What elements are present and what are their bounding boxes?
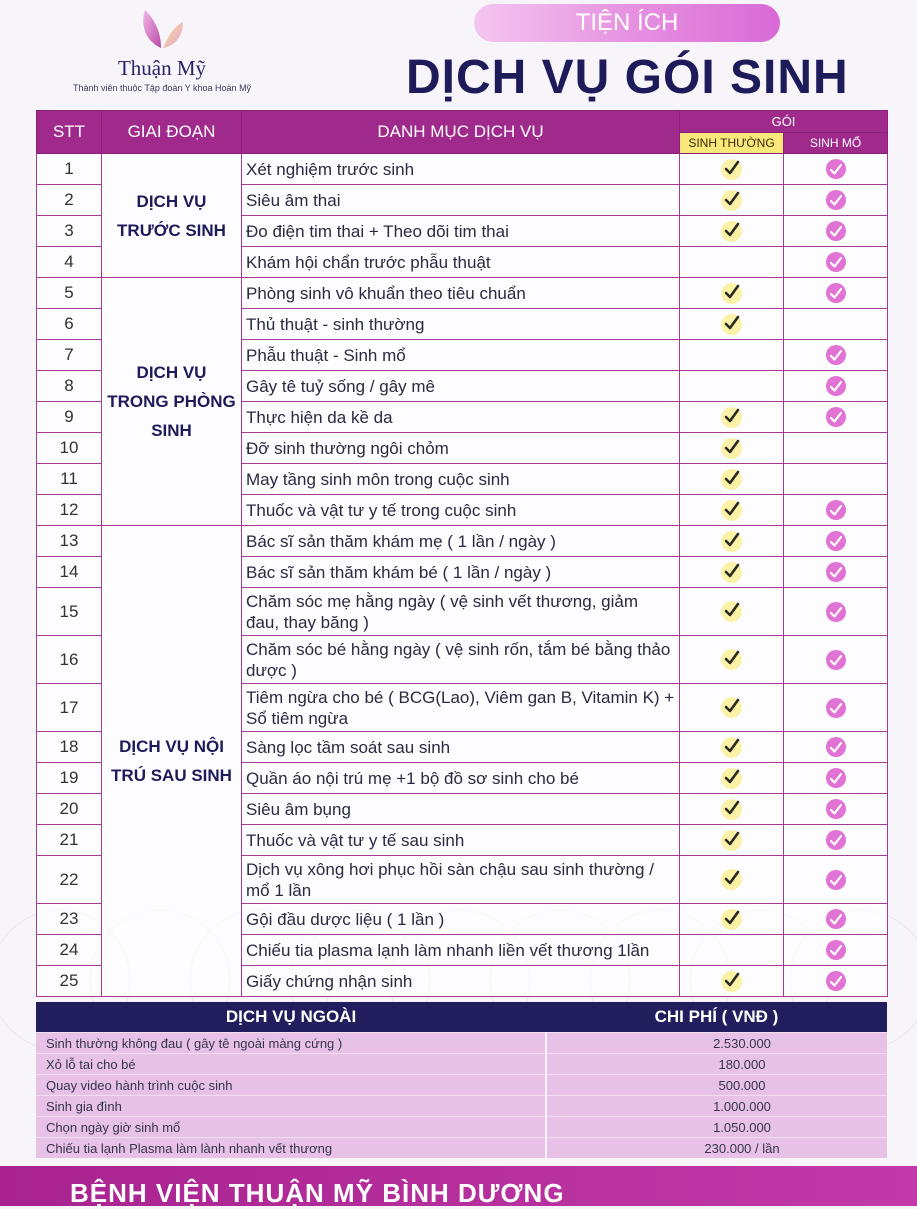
normal-birth-cell — [680, 794, 784, 825]
lotus-logo-icon — [139, 8, 185, 50]
service-name: Giấy chứng nhận sinh — [242, 966, 680, 997]
row-number: 20 — [37, 794, 102, 825]
normal-birth-cell — [680, 402, 784, 433]
normal-birth-cell — [680, 966, 784, 997]
extra-service-name: Quay video hành trình cuộc sinh — [36, 1075, 546, 1096]
extra-row — [36, 1096, 887, 1117]
service-name: Xét nghiệm trước sinh — [242, 154, 680, 185]
service-name: Dịch vụ xông hơi phục hồi sàn chậu sau sinh thường / mổ 1 lần — [242, 856, 680, 904]
row-number: 22 — [37, 856, 102, 904]
csection-cell — [784, 340, 888, 371]
service-name: Phòng sinh vô khuẩn theo tiêu chuẩn — [242, 278, 680, 309]
row-number: 23 — [37, 904, 102, 935]
service-name: Thủ thuật - sinh thường — [242, 309, 680, 340]
normal-birth-cell — [680, 935, 784, 966]
row-number: 15 — [37, 588, 102, 636]
utility-pill: TIỆN ÍCH — [474, 4, 780, 42]
pink-check-icon — [826, 830, 846, 850]
yellow-check-icon — [721, 649, 742, 670]
normal-birth-cell — [680, 495, 784, 526]
row-number: 10 — [37, 433, 102, 464]
normal-birth-cell — [680, 185, 784, 216]
row-number: 24 — [37, 935, 102, 966]
csection-cell — [784, 856, 888, 904]
pink-check-icon — [826, 698, 846, 718]
pink-check-icon — [826, 650, 846, 670]
extra-service-name: Xỏ lỗ tai cho bé — [36, 1054, 546, 1075]
service-name: Thuốc và vật tư y tế sau sinh — [242, 825, 680, 856]
pink-check-icon — [826, 799, 846, 819]
row-number: 17 — [37, 684, 102, 732]
row-number: 1 — [37, 154, 102, 185]
normal-birth-cell — [680, 557, 784, 588]
csection-cell — [784, 588, 888, 636]
normal-birth-cell — [680, 684, 784, 732]
row-number: 16 — [37, 636, 102, 684]
service-table — [36, 110, 888, 997]
row-number: 5 — [37, 278, 102, 309]
normal-birth-cell — [680, 309, 784, 340]
pink-check-icon — [826, 407, 846, 427]
normal-birth-cell — [680, 433, 784, 464]
header-extra-service: DỊCH VỤ NGOÀI — [36, 1002, 546, 1033]
normal-birth-cell — [680, 588, 784, 636]
header-stt: STT — [37, 111, 102, 154]
pink-check-icon — [826, 531, 846, 551]
service-name: Bác sĩ sản thăm khám bé ( 1 lần / ngày ) — [242, 557, 680, 588]
pink-check-icon — [826, 190, 846, 210]
csection-cell — [784, 557, 888, 588]
csection-cell — [784, 763, 888, 794]
brand-name: Thuận Mỹ — [117, 56, 207, 80]
pink-check-icon — [826, 252, 846, 272]
service-name: Khám hội chẩn trước phẫu thuật — [242, 247, 680, 278]
csection-cell — [784, 935, 888, 966]
normal-birth-cell — [680, 732, 784, 763]
page-title: DỊCH VỤ GÓI SINH — [406, 51, 849, 104]
normal-birth-cell — [680, 216, 784, 247]
normal-birth-cell — [680, 636, 784, 684]
extra-service-name: Chọn ngày giờ sinh mổ — [36, 1117, 546, 1138]
extra-rows — [36, 1033, 887, 1159]
extra-service-cost: 180.000 — [546, 1054, 887, 1075]
extra-service-cost: 2.530.000 — [546, 1033, 887, 1054]
yellow-check-icon — [721, 314, 742, 335]
csection-cell — [784, 216, 888, 247]
pink-check-icon — [826, 159, 846, 179]
table-row — [37, 154, 888, 185]
yellow-check-icon — [721, 697, 742, 718]
brand-subtitle: Thành viên thuộc Tập đoàn Y khoa Hoàn Mỹ — [72, 83, 252, 93]
service-name: Tiêm ngừa cho bé ( BCG(Lao), Viêm gan B, Vitamin K) + Sổ tiêm ngừa — [242, 684, 680, 732]
header-extra-cost: CHI PHÍ ( VNĐ ) — [546, 1002, 887, 1033]
row-number: 6 — [37, 309, 102, 340]
pink-check-icon — [826, 971, 846, 991]
row-number: 25 — [37, 966, 102, 997]
service-name: Đo điện tim thai + Theo dõi tim thai — [242, 216, 680, 247]
yellow-check-icon — [721, 562, 742, 583]
pink-check-icon — [826, 768, 846, 788]
yellow-check-icon — [721, 799, 742, 820]
extra-services-table — [36, 1002, 887, 1158]
service-name: Thực hiện da kề da — [242, 402, 680, 433]
normal-birth-cell — [680, 278, 784, 309]
extra-service-cost: 230.000 / lần — [546, 1138, 887, 1159]
pink-check-icon — [826, 940, 846, 960]
footer-hospital-name: BỆNH VIỆN THUẬN MỸ BÌNH DƯƠNG — [70, 1178, 565, 1208]
extra-service-cost: 1.050.000 — [546, 1117, 887, 1138]
csection-cell — [784, 464, 888, 495]
normal-birth-cell — [680, 371, 784, 402]
csection-cell — [784, 185, 888, 216]
stage-label: DỊCH VỤ TRƯỚC SINH — [102, 154, 242, 278]
csection-cell — [784, 825, 888, 856]
yellow-check-icon — [721, 438, 742, 459]
yellow-check-icon — [721, 159, 742, 180]
row-number: 9 — [37, 402, 102, 433]
row-number: 2 — [37, 185, 102, 216]
pink-check-icon — [826, 221, 846, 241]
normal-birth-cell — [680, 464, 784, 495]
service-name: Gội đầu dược liệu ( 1 lần ) — [242, 904, 680, 935]
service-name: Gây tê tuỷ sống / gây mê — [242, 371, 680, 402]
csection-cell — [784, 966, 888, 997]
csection-cell — [784, 684, 888, 732]
yellow-check-icon — [721, 869, 742, 890]
csection-cell — [784, 732, 888, 763]
row-number: 13 — [37, 526, 102, 557]
csection-cell — [784, 495, 888, 526]
brand-logo — [62, 8, 262, 93]
service-name: Chiếu tia plasma lạnh làm nhanh liền vết thương 1lần — [242, 935, 680, 966]
csection-cell — [784, 904, 888, 935]
yellow-check-icon — [721, 469, 742, 490]
pink-check-icon — [826, 562, 846, 582]
normal-birth-cell — [680, 526, 784, 557]
extra-service-cost: 1.000.000 — [546, 1096, 887, 1117]
yellow-check-icon — [721, 971, 742, 992]
service-rows — [37, 154, 888, 997]
service-name: Sàng lọc tầm soát sau sinh — [242, 732, 680, 763]
extra-service-name: Sinh thường không đau ( gây tê ngoài màng cứng ) — [36, 1033, 546, 1054]
service-name: Chăm sóc mẹ hằng ngày ( vệ sinh vết thương, giảm đau, thay băng ) — [242, 588, 680, 636]
row-number: 4 — [37, 247, 102, 278]
pink-check-icon — [826, 602, 846, 622]
pink-check-icon — [826, 283, 846, 303]
header-package: GÓI — [680, 111, 888, 133]
extra-row — [36, 1075, 887, 1096]
row-number: 12 — [37, 495, 102, 526]
extra-service-cost: 500.000 — [546, 1075, 887, 1096]
header-csection: SINH MỔ — [784, 133, 888, 154]
normal-birth-cell — [680, 763, 784, 794]
pink-check-icon — [826, 870, 846, 890]
csection-cell — [784, 794, 888, 825]
normal-birth-cell — [680, 247, 784, 278]
yellow-check-icon — [721, 909, 742, 930]
pink-check-icon — [826, 737, 846, 757]
csection-cell — [784, 526, 888, 557]
yellow-check-icon — [721, 283, 742, 304]
row-number: 18 — [37, 732, 102, 763]
row-number: 3 — [37, 216, 102, 247]
yellow-check-icon — [721, 407, 742, 428]
extra-row — [36, 1054, 887, 1075]
pink-check-icon — [826, 376, 846, 396]
pink-check-icon — [826, 909, 846, 929]
csection-cell — [784, 636, 888, 684]
extra-service-name: Sinh gia đình — [36, 1096, 546, 1117]
service-name: Bác sĩ sản thăm khám mẹ ( 1 lần / ngày ) — [242, 526, 680, 557]
csection-cell — [784, 154, 888, 185]
row-number: 21 — [37, 825, 102, 856]
table-row — [37, 278, 888, 309]
extra-row — [36, 1117, 887, 1138]
header-services: DANH MỤC DỊCH VỤ — [242, 111, 680, 154]
yellow-check-icon — [721, 768, 742, 789]
csection-cell — [784, 433, 888, 464]
row-number: 7 — [37, 340, 102, 371]
header-normal-birth: SINH THƯỜNG — [680, 133, 784, 154]
yellow-check-icon — [721, 500, 742, 521]
stage-label: DỊCH VỤ TRONG PHÒNG SINH — [102, 278, 242, 526]
row-number: 19 — [37, 763, 102, 794]
pink-check-icon — [826, 500, 846, 520]
row-number: 8 — [37, 371, 102, 402]
row-number: 11 — [37, 464, 102, 495]
service-name: Quần áo nội trú mẹ +1 bộ đồ sơ sinh cho bé — [242, 763, 680, 794]
csection-cell — [784, 402, 888, 433]
service-name: Chăm sóc bé hằng ngày ( vệ sinh rốn, tắm bé bằng thảo dược ) — [242, 636, 680, 684]
yellow-check-icon — [721, 221, 742, 242]
normal-birth-cell — [680, 904, 784, 935]
row-number: 14 — [37, 557, 102, 588]
yellow-check-icon — [721, 531, 742, 552]
stage-label: DỊCH VỤ NỘI TRÚ SAU SINH — [102, 526, 242, 997]
normal-birth-cell — [680, 825, 784, 856]
yellow-check-icon — [721, 601, 742, 622]
service-name: Thuốc và vật tư y tế trong cuộc sinh — [242, 495, 680, 526]
yellow-check-icon — [721, 737, 742, 758]
header-stage: GIAI ĐOẠN — [102, 111, 242, 154]
normal-birth-cell — [680, 340, 784, 371]
service-name: Phẫu thuật - Sinh mổ — [242, 340, 680, 371]
extra-service-name: Chiếu tia lạnh Plasma làm lành nhanh vết thương — [36, 1138, 546, 1159]
service-name: Siêu âm thai — [242, 185, 680, 216]
normal-birth-cell — [680, 856, 784, 904]
yellow-check-icon — [721, 190, 742, 211]
service-name: Đỡ sinh thường ngôi chỏm — [242, 433, 680, 464]
service-name: Siêu âm bụng — [242, 794, 680, 825]
normal-birth-cell — [680, 154, 784, 185]
yellow-check-icon — [721, 830, 742, 851]
table-row — [37, 526, 888, 557]
csection-cell — [784, 371, 888, 402]
extra-row — [36, 1138, 887, 1159]
csection-cell — [784, 247, 888, 278]
service-name: May tầng sinh môn trong cuộc sinh — [242, 464, 680, 495]
csection-cell — [784, 309, 888, 340]
pink-check-icon — [826, 345, 846, 365]
extra-row — [36, 1033, 887, 1054]
csection-cell — [784, 278, 888, 309]
